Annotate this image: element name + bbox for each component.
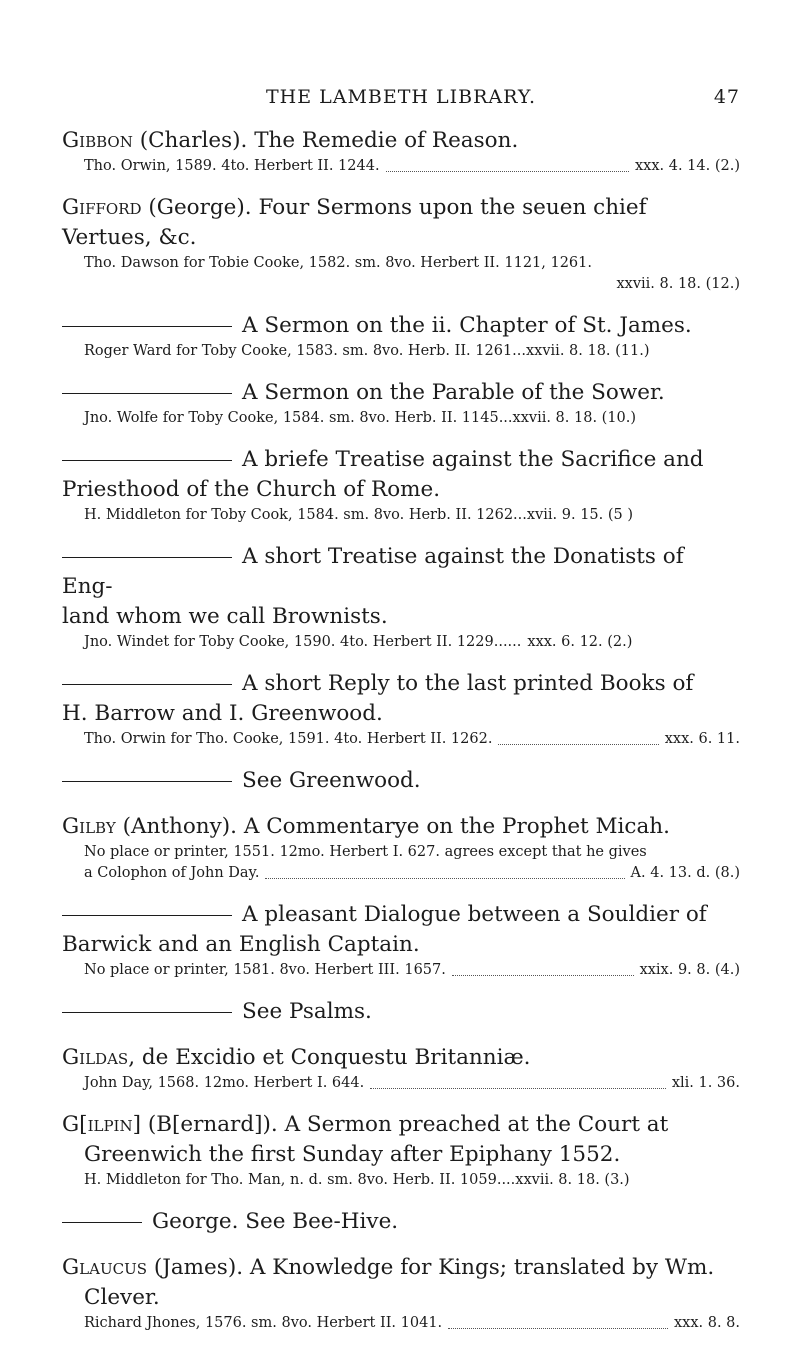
entry-author-detail: (B[ernard]). <box>140 1112 278 1137</box>
entry-shelfmark: xxvii. 8. 18. (12.) <box>616 276 740 292</box>
entry-shelfmark: xxx. 4. 14. (2.) <box>634 158 740 174</box>
leader-dots <box>498 744 658 745</box>
catalogue-entry <box>62 193 740 295</box>
entry-title: A pleasant Dialogue between a Souldier of <box>242 902 707 927</box>
entry-imprint: Jno. Wolfe for Toby Cooke, 1584. sm. 8vo. Herb. II. 1145...xxvii. 8. 18. (10.) <box>84 410 637 426</box>
ditto-rule <box>62 1012 232 1013</box>
leader-dots <box>370 1088 666 1089</box>
entry-author-detail: (Anthony). <box>115 814 237 839</box>
entry-author-detail: (George). <box>141 195 252 220</box>
ditto-rule <box>62 684 232 685</box>
entry-title: A short Treatise against the Donatists of Eng- <box>62 544 684 599</box>
entry-imprint-continued: a Colophon of John Day. <box>84 865 260 881</box>
entry-title-continued: Barwick and an English Captain. <box>62 932 420 957</box>
entry-imprint: Richard Jhones, 1576. sm. 8vo. Herbert II. 1041. <box>84 1315 443 1331</box>
ditto-rule <box>62 557 232 558</box>
entry-title: See Psalms. <box>242 999 372 1024</box>
entry-imprint: Tho. Dawson for Tobie Cooke, 1582. sm. 8vo. Herbert II. 1121, 1261. <box>84 255 592 271</box>
entry-title: A Sermon on the ii. Chapter of St. James. <box>242 313 692 338</box>
running-title: THE LAMBETH LIBRARY. <box>265 86 537 108</box>
page-number: 47 <box>713 86 740 108</box>
entry-imprint: Tho. Orwin for Tho. Cooke, 1591. 4to. Herbert II. 1262. <box>84 731 493 747</box>
catalogue-entry <box>62 900 740 981</box>
catalogue-entry <box>62 378 740 429</box>
entry-title: A Sermon preached at the Court at <box>284 1112 669 1137</box>
entry-author: Gildas <box>62 1045 129 1070</box>
entry-shelfmark: xxix. 9. 8. (4.) <box>639 962 740 978</box>
catalogue-entry <box>62 542 740 653</box>
entry-title-continued: Greenwich the first Sunday after Epiphany 1552. <box>84 1142 621 1167</box>
entry-title: The Remedie of Reason. <box>254 128 519 153</box>
entry-title: A Sermon on the Parable of the Sower. <box>242 380 665 405</box>
ditto-rule <box>62 393 232 394</box>
catalogue-entry <box>62 1207 740 1237</box>
ditto-rule <box>62 1222 142 1223</box>
entry-imprint: H. Middleton for Tho. Man, n. d. sm. 8vo. Herb. II. 1059....xxvii. 8. 18. (3.) <box>84 1172 630 1188</box>
entry-title: A briefe Treatise against the Sacrifice and <box>242 447 704 472</box>
entry-shelfmark: xxx. 6. 12. (2.) <box>527 634 633 650</box>
leader-dots <box>386 171 629 172</box>
entry-imprint: H. Middleton for Toby Cook, 1584. sm. 8vo. Herb. II. 1262...xvii. 9. 15. (5 ) <box>84 507 634 523</box>
entry-title: A Commentarye on the Prophet Micah. <box>243 814 670 839</box>
catalogue-entry <box>62 445 740 526</box>
entry-author: G[ilpin] <box>62 1112 141 1137</box>
catalogue-entries <box>62 126 740 1334</box>
entry-title-continued: Priesthood of the Church of Rome. <box>62 477 441 502</box>
entry-title: See Greenwood. <box>242 768 421 793</box>
entry-imprint: Tho. Orwin, 1589. 4to. Herbert II. 1244. <box>84 158 380 174</box>
catalogue-entry <box>62 1043 740 1094</box>
catalogue-entry <box>62 1110 740 1191</box>
catalogue-entry <box>62 311 740 362</box>
ditto-rule <box>62 915 232 916</box>
entry-shelfmark: xxx. 6. 11. <box>664 731 740 747</box>
catalogue-entry <box>62 997 740 1027</box>
catalogue-entry <box>62 812 740 884</box>
entry-title-continued: H. Barrow and I. Greenwood. <box>62 701 383 726</box>
entry-imprint: No place or printer, 1581. 8vo. Herbert III. 1657. <box>84 962 446 978</box>
entry-imprint: Roger Ward for Toby Cooke, 1583. sm. 8vo. Herb. II. 1261...xxvii. 8. 18. (11.) <box>84 343 650 359</box>
entry-title: A Knowledge for Kings; translated by Wm. <box>249 1255 715 1280</box>
entry-author-detail: , <box>128 1045 136 1070</box>
entry-imprint: Jno. Windet for Toby Cooke, 1590. 4to. Herbert II. 1229...... <box>84 634 522 650</box>
entry-author: Gifford <box>62 195 142 220</box>
leader-dots <box>448 1328 668 1329</box>
leader-dots <box>265 878 624 879</box>
entry-author: Gibbon <box>62 128 133 153</box>
entry-title-continued: Clever. <box>84 1285 160 1310</box>
catalogue-entry <box>62 126 740 177</box>
entry-author: Glaucus <box>62 1255 148 1280</box>
entry-title-continued: land whom we call Brownists. <box>62 604 388 629</box>
entry-title: A short Reply to the last printed Books of <box>242 671 694 696</box>
entry-imprint: John Day, 1568. 12mo. Herbert I. 644. <box>84 1075 365 1091</box>
catalogue-entry <box>62 1253 740 1334</box>
ditto-rule <box>62 460 232 461</box>
entry-author: Gilby <box>62 814 116 839</box>
catalogue-entry <box>62 766 740 796</box>
running-header <box>62 86 740 122</box>
entry-author-detail: (Charles). <box>132 128 248 153</box>
ditto-rule <box>62 326 232 327</box>
entry-title: de Excidio et Conquestu Britanniæ. <box>141 1045 531 1070</box>
entry-title: Four Sermons upon the seuen chief Vertues, &c. <box>62 195 647 250</box>
ditto-rule <box>62 781 232 782</box>
entry-title: George. See Bee-Hive. <box>152 1209 399 1234</box>
entry-shelfmark: xxx. 8. 8. <box>673 1315 740 1331</box>
entry-imprint: No place or printer, 1551. 12mo. Herbert I. 627. agrees except that he gives <box>84 844 647 860</box>
entry-author-detail: (James). <box>147 1255 244 1280</box>
entry-shelfmark: xli. 1. 36. <box>671 1075 740 1091</box>
book-page <box>62 0 740 1350</box>
catalogue-entry <box>62 669 740 750</box>
entry-shelfmark: A. 4. 13. d. (8.) <box>630 865 740 881</box>
leader-dots <box>452 975 634 976</box>
